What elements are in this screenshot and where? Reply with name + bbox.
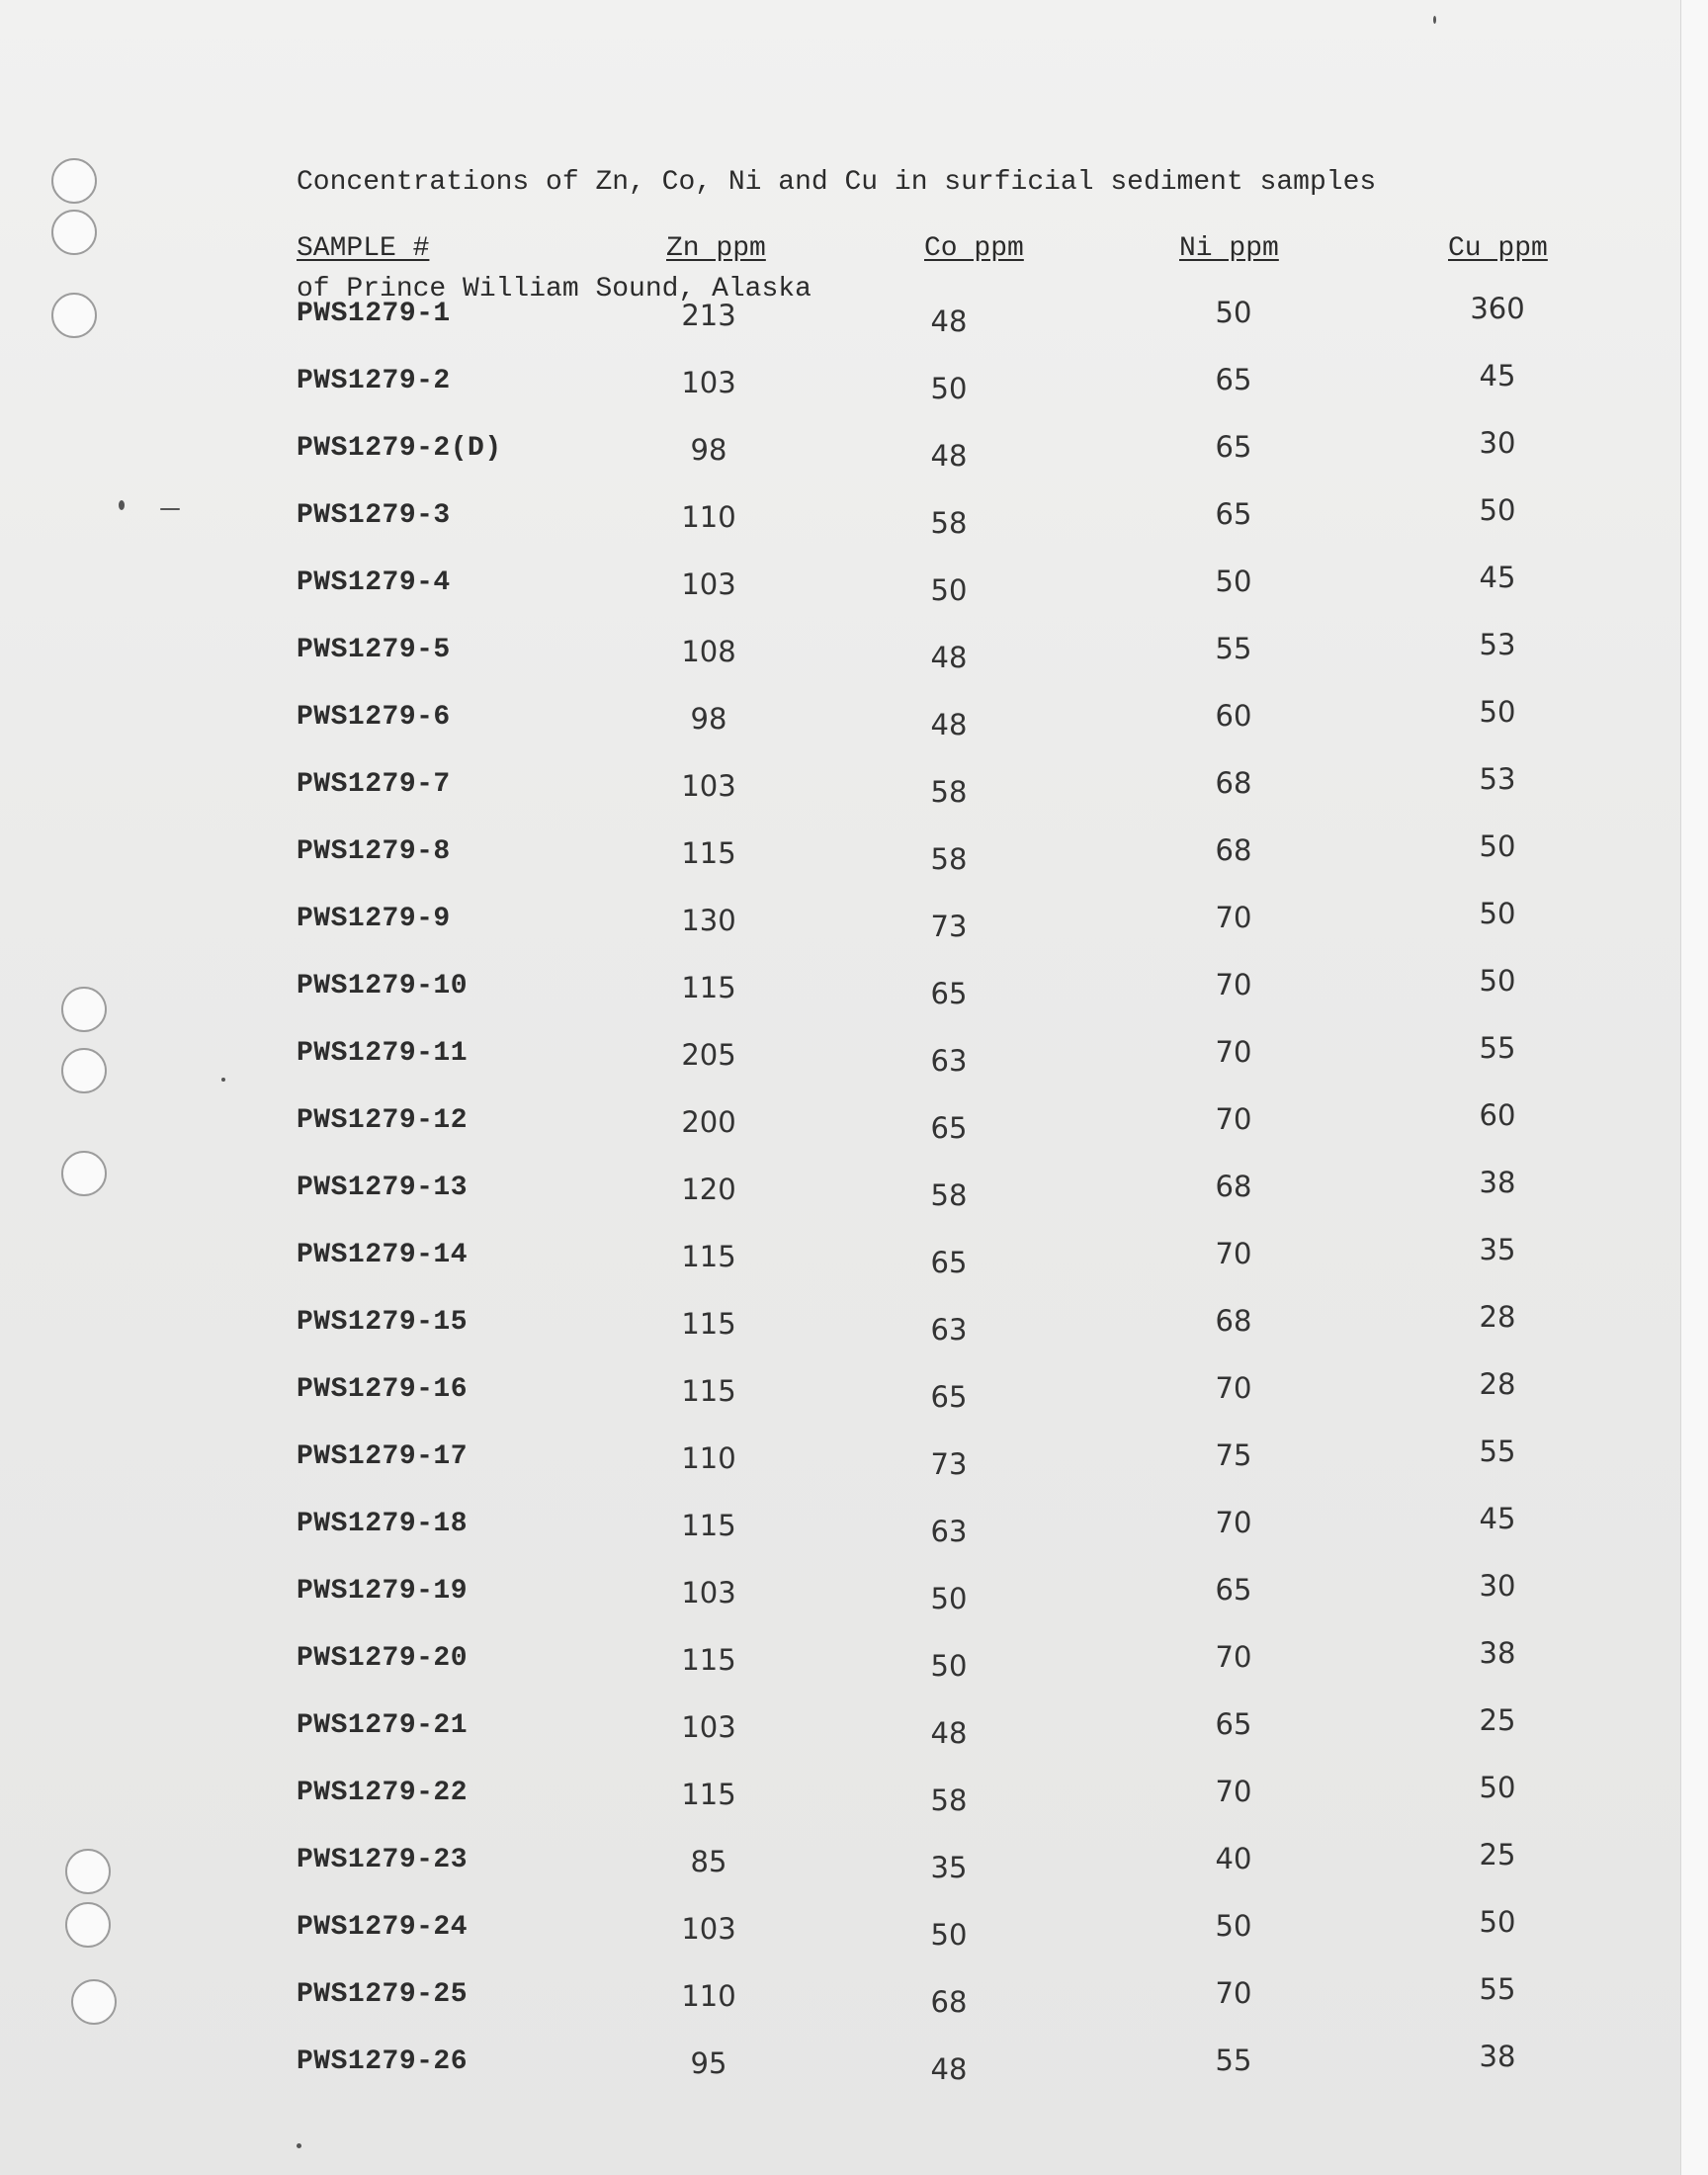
cu-value: 38	[1479, 1166, 1516, 1199]
ni-value: 68	[1215, 1170, 1252, 1203]
zn-value: 120	[681, 1173, 736, 1206]
sample-id: PWS1279-10	[297, 971, 469, 1001]
cu-value: 28	[1479, 1367, 1516, 1401]
binder-hole	[51, 210, 97, 255]
sample-id: PWS1279-1	[297, 299, 451, 329]
sample-id: PWS1279-15	[297, 1307, 469, 1338]
table-row	[0, 1502, 1680, 1568]
cu-value: 53	[1479, 628, 1516, 661]
ni-value: 68	[1215, 833, 1252, 867]
sample-id: PWS1279-2	[297, 366, 451, 396]
ni-value: 50	[1215, 1909, 1252, 1943]
ni-value: 40	[1215, 1842, 1252, 1875]
cu-value: 60	[1479, 1098, 1516, 1132]
ni-value: 68	[1215, 1304, 1252, 1338]
co-value: 73	[930, 910, 968, 943]
cu-value: 50	[1479, 1771, 1516, 1804]
cu-value: 28	[1479, 1300, 1516, 1334]
header-cu: Cu ppm	[1448, 233, 1548, 264]
zn-value: 115	[681, 1643, 736, 1677]
ni-value: 65	[1215, 363, 1252, 396]
scan-speck	[1433, 16, 1436, 24]
ni-value: 70	[1215, 1640, 1252, 1674]
co-value: 48	[930, 304, 968, 338]
zn-value: 200	[681, 1105, 736, 1139]
sample-id: PWS1279-6	[297, 702, 451, 733]
table-row	[0, 2040, 1680, 2106]
cu-value: 50	[1479, 897, 1516, 930]
cu-value: 35	[1479, 1233, 1516, 1266]
zn-value: 103	[681, 1912, 736, 1946]
ni-value: 70	[1215, 1371, 1252, 1405]
co-value: 65	[930, 977, 968, 1010]
co-value: 63	[930, 1515, 968, 1548]
zn-value: 103	[681, 1710, 736, 1744]
ni-value: 70	[1215, 901, 1252, 934]
ni-value: 60	[1215, 699, 1252, 733]
zn-value: 108	[681, 635, 736, 668]
zn-value: 103	[681, 567, 736, 601]
table-row	[0, 897, 1680, 963]
co-value: 73	[930, 1447, 968, 1481]
binder-hole	[51, 158, 97, 204]
sample-id: PWS1279-25	[297, 1979, 469, 2010]
header-sample: SAMPLE #	[297, 233, 430, 264]
table-row	[0, 1435, 1680, 1501]
sample-id: PWS1279-22	[297, 1778, 469, 1808]
ni-value: 70	[1215, 968, 1252, 1001]
co-value: 58	[930, 842, 968, 876]
ni-value: 65	[1215, 1573, 1252, 1607]
sample-id: PWS1279-21	[297, 1710, 469, 1741]
zn-value: 110	[681, 500, 736, 534]
table-row	[0, 695, 1680, 761]
cu-value: 38	[1479, 2040, 1516, 2073]
ni-value: 65	[1215, 430, 1252, 464]
zn-value: 110	[681, 1979, 736, 2013]
table-row	[0, 1300, 1680, 1366]
cu-value: 50	[1479, 1905, 1516, 1939]
scan-speck	[297, 2143, 301, 2148]
cu-value: 50	[1479, 829, 1516, 863]
co-value: 58	[930, 775, 968, 809]
cu-value: 38	[1479, 1636, 1516, 1670]
table-row	[0, 1905, 1680, 1971]
ni-value: 55	[1215, 632, 1252, 665]
sample-id: PWS1279-16	[297, 1374, 469, 1405]
cu-value: 30	[1479, 1569, 1516, 1603]
co-value: 58	[930, 1784, 968, 1817]
zn-value: 115	[681, 1374, 736, 1408]
co-value: 50	[930, 1918, 968, 1952]
sample-id: PWS1279-20	[297, 1643, 469, 1674]
table-row	[0, 1166, 1680, 1232]
sample-id: PWS1279-14	[297, 1240, 469, 1270]
sample-id: PWS1279-18	[297, 1509, 469, 1539]
zn-value: 110	[681, 1441, 736, 1475]
sample-id: PWS1279-7	[297, 769, 451, 800]
sample-id: PWS1279-24	[297, 1912, 469, 1943]
table-row	[0, 1098, 1680, 1165]
table-row	[0, 1703, 1680, 1770]
page-edge	[1680, 0, 1708, 2175]
sample-id: PWS1279-3	[297, 500, 451, 531]
co-value: 65	[930, 1380, 968, 1414]
sample-id: PWS1279-26	[297, 2046, 469, 2077]
ni-value: 55	[1215, 2044, 1252, 2077]
cu-value: 30	[1479, 426, 1516, 460]
table-row	[0, 292, 1680, 358]
header-zn: Zn ppm	[666, 233, 766, 264]
cu-value: 53	[1479, 762, 1516, 796]
zn-value: 85	[690, 1845, 727, 1878]
cu-value: 45	[1479, 359, 1516, 392]
ni-value: 65	[1215, 497, 1252, 531]
zn-value: 213	[681, 299, 736, 332]
zn-value: 103	[681, 366, 736, 399]
cu-value: 45	[1479, 1502, 1516, 1535]
table-row	[0, 628, 1680, 694]
ni-value: 50	[1215, 565, 1252, 598]
table-row	[0, 1838, 1680, 1904]
ni-value: 70	[1215, 1237, 1252, 1270]
zn-value: 115	[681, 836, 736, 870]
co-value: 48	[930, 641, 968, 674]
cu-value: 50	[1479, 695, 1516, 729]
header-ni: Ni ppm	[1179, 233, 1279, 264]
table-row	[0, 1233, 1680, 1299]
cu-value: 25	[1479, 1703, 1516, 1737]
sample-id: PWS1279-12	[297, 1105, 469, 1136]
ni-value: 65	[1215, 1707, 1252, 1741]
co-value: 48	[930, 2052, 968, 2086]
ni-value: 70	[1215, 1102, 1252, 1136]
co-value: 63	[930, 1313, 968, 1347]
co-value: 48	[930, 1716, 968, 1750]
co-value: 58	[930, 1178, 968, 1212]
zn-value: 130	[681, 904, 736, 937]
sample-id: PWS1279-19	[297, 1576, 469, 1607]
cu-value: 45	[1479, 561, 1516, 594]
table-row	[0, 1771, 1680, 1837]
title-line-1: Concentrations of Zn, Co, Ni and Cu in surficial sediment samples	[297, 167, 1377, 198]
sample-id: PWS1279-13	[297, 1173, 469, 1203]
ni-value: 70	[1215, 1035, 1252, 1069]
table-row	[0, 359, 1680, 425]
cu-value: 50	[1479, 964, 1516, 998]
sample-id: PWS1279-17	[297, 1441, 469, 1472]
co-value: 48	[930, 439, 968, 473]
co-value: 65	[930, 1246, 968, 1279]
cu-value: 55	[1479, 1031, 1516, 1065]
sample-id: PWS1279-11	[297, 1038, 469, 1069]
co-value: 65	[930, 1111, 968, 1145]
co-value: 50	[930, 573, 968, 607]
ni-value: 70	[1215, 1775, 1252, 1808]
sample-id: PWS1279-2(D)	[297, 433, 502, 464]
sample-id: PWS1279-8	[297, 836, 451, 867]
table-row	[0, 1972, 1680, 2039]
sample-id: PWS1279-23	[297, 1845, 469, 1875]
zn-value: 205	[681, 1038, 736, 1072]
table-row	[0, 829, 1680, 896]
cu-value: 360	[1470, 292, 1525, 325]
cu-value: 25	[1479, 1838, 1516, 1871]
table-row	[0, 964, 1680, 1030]
title-line-2: of Prince William Sound, Alaska	[297, 274, 811, 304]
ni-value: 75	[1215, 1438, 1252, 1472]
table-row	[0, 1569, 1680, 1635]
sample-id: PWS1279-4	[297, 567, 451, 598]
zn-value: 103	[681, 1576, 736, 1610]
header-co: Co ppm	[924, 233, 1024, 264]
co-value: 35	[930, 1851, 968, 1884]
sample-id: PWS1279-5	[297, 635, 451, 665]
ni-value: 50	[1215, 296, 1252, 329]
zn-value: 98	[690, 702, 727, 736]
table-row	[0, 1031, 1680, 1097]
table-row	[0, 426, 1680, 492]
cu-value: 55	[1479, 1435, 1516, 1468]
co-value: 58	[930, 506, 968, 540]
ni-value: 70	[1215, 1976, 1252, 2010]
co-value: 50	[930, 1649, 968, 1683]
co-value: 68	[930, 1985, 968, 2019]
zn-value: 115	[681, 971, 736, 1004]
zn-value: 103	[681, 769, 736, 803]
cu-value: 50	[1479, 493, 1516, 527]
ni-value: 68	[1215, 766, 1252, 800]
co-value: 50	[930, 372, 968, 405]
table-row	[0, 493, 1680, 560]
table-row	[0, 561, 1680, 627]
zn-value: 98	[690, 433, 727, 467]
zn-value: 115	[681, 1509, 736, 1542]
co-value: 63	[930, 1044, 968, 1078]
cu-value: 55	[1479, 1972, 1516, 2006]
co-value: 48	[930, 708, 968, 741]
zn-value: 95	[690, 2046, 727, 2080]
zn-value: 115	[681, 1778, 736, 1811]
table-row	[0, 1636, 1680, 1702]
table-row	[0, 762, 1680, 828]
co-value: 50	[930, 1582, 968, 1615]
ni-value: 70	[1215, 1506, 1252, 1539]
zn-value: 115	[681, 1240, 736, 1273]
table-row	[0, 1367, 1680, 1434]
sample-id: PWS1279-9	[297, 904, 451, 934]
zn-value: 115	[681, 1307, 736, 1341]
